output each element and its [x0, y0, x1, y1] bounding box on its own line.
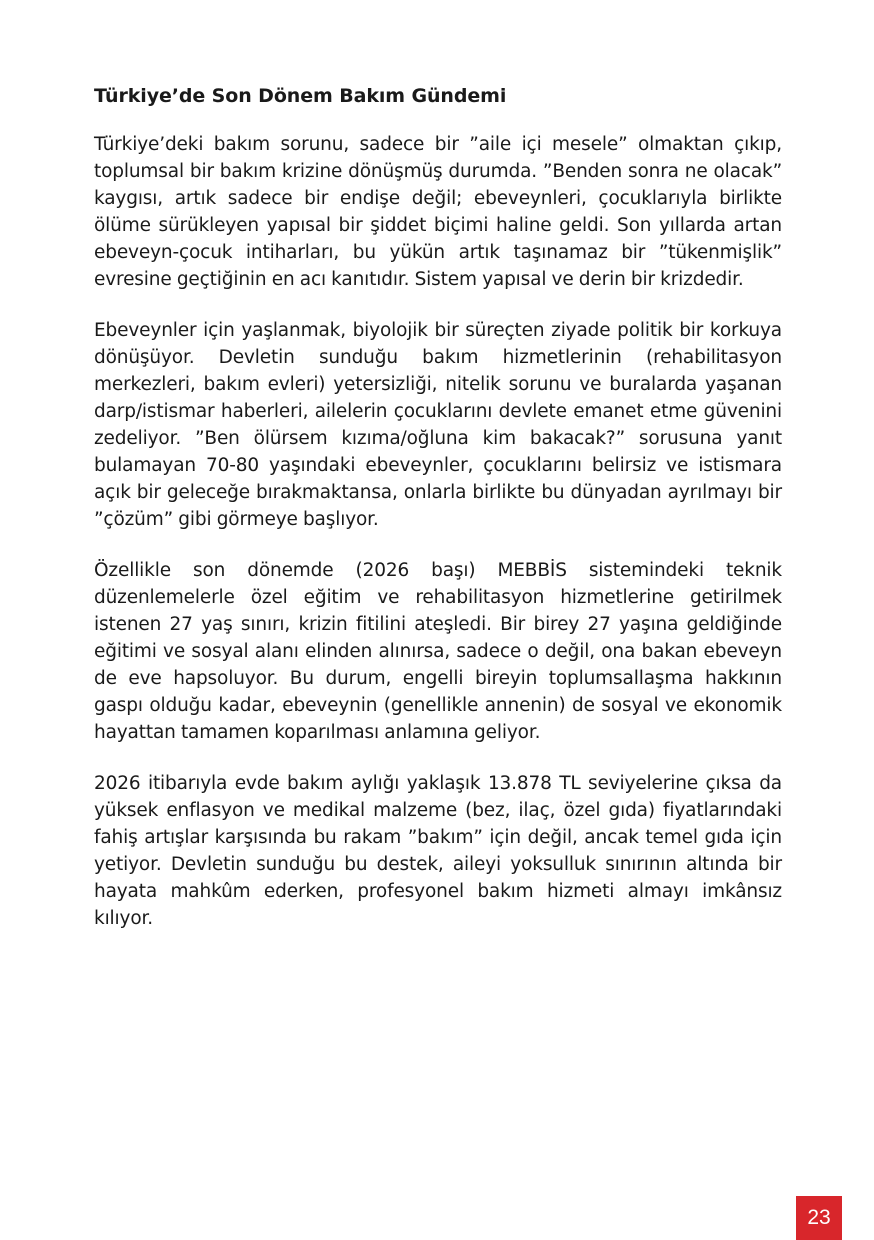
paragraph-2: Ebeveynler için yaşlanmak, biyolojik bir süreçten ziyade politik bir korkuya dönüşüyor. Devletin sunduğu bakım hizmetlerinin (rehabilitasyon merkezleri, bakım evleri) yetersizliği, nitelik sorunu ve buralarda yaşanan darp/istismar haberleri, ailelerin çocuklarını devlete emanet etme güvenini zedeliyor. ”Ben ölürsem kızıma/oğluna kim bakacak?” sorusuna yanıt bulamayan 70-80 yaşındaki ebeveynler, çocuklarını belirsiz ve istismara açık bir geleceğe bırakmaktansa, onlarla birlikte bu dünyadan ayrılmayı bir ”çözüm” gibi görmeye başlıyor. — [94, 320, 782, 530]
paragraph-4: 2026 itibarıyla evde bakım aylığı yaklaşık 13.878 TL seviyelerine çıksa da yüksek enflasyon ve medikal malzeme (bez, ilaç, özel gıda) fiyatlarındaki fahiş artışlar karşısında bu rakam ”bakım” için değil, ancak temel gıda için yetiyor. Devletin sunduğu bu destek, aileyi yoksulluk sınırının altında bir hayata mahkûm ederken, profesyonel bakım hizmeti almayı imkânsız kılıyor. — [94, 773, 782, 929]
page-number-badge: 23 — [796, 1196, 842, 1240]
paragraph-1: Türkiye’deki bakım sorunu, sadece bir ”aile içi mesele” olmaktan çıkıp, toplumsal bir bakım krizine dönüşmüş durumda. ”Benden sonra ne olacak” kaygısı, artık sadece bir endişe değil; ebeveynleri, çocuklarıyla birlikte ölüme sürükleyen yapısal bir şiddet biçimi haline geldi. Son yıllarda artan ebeveyn-çocuk intiharları, bu yükün artık taşınamaz bir ”tükenmişlik” evresine geçtiğinin en acı kanıtıdır. Sistem yapısal ve derin bir krizdedir. — [94, 134, 782, 290]
paragraph-3: Özellikle son dönemde (2026 başı) MEBBİS sistemindeki teknik düzenlemelerle özel eğitim ve rehabilitasyon hizmetlerine getirilmek istenen 27 yaş sınırı, krizin fitilini ateşledi. Bir birey 27 yaşına geldiğinde eğitimi ve sosyal alanı elinden alınırsa, sadece o değil, ona bakan ebeveyn de eve hapsoluyor. Bu durum, engelli bireyin toplumsallaşma hakkının gaspı olduğu kadar, ebeveynin (genellikle annenin) de sosyal ve ekonomik hayattan tamamen koparılması anlamına geliyor. — [94, 560, 782, 743]
section-title: Türkiye’de Son Dönem Bakım Gündemi — [94, 85, 507, 107]
article-body — [94, 82, 782, 932]
